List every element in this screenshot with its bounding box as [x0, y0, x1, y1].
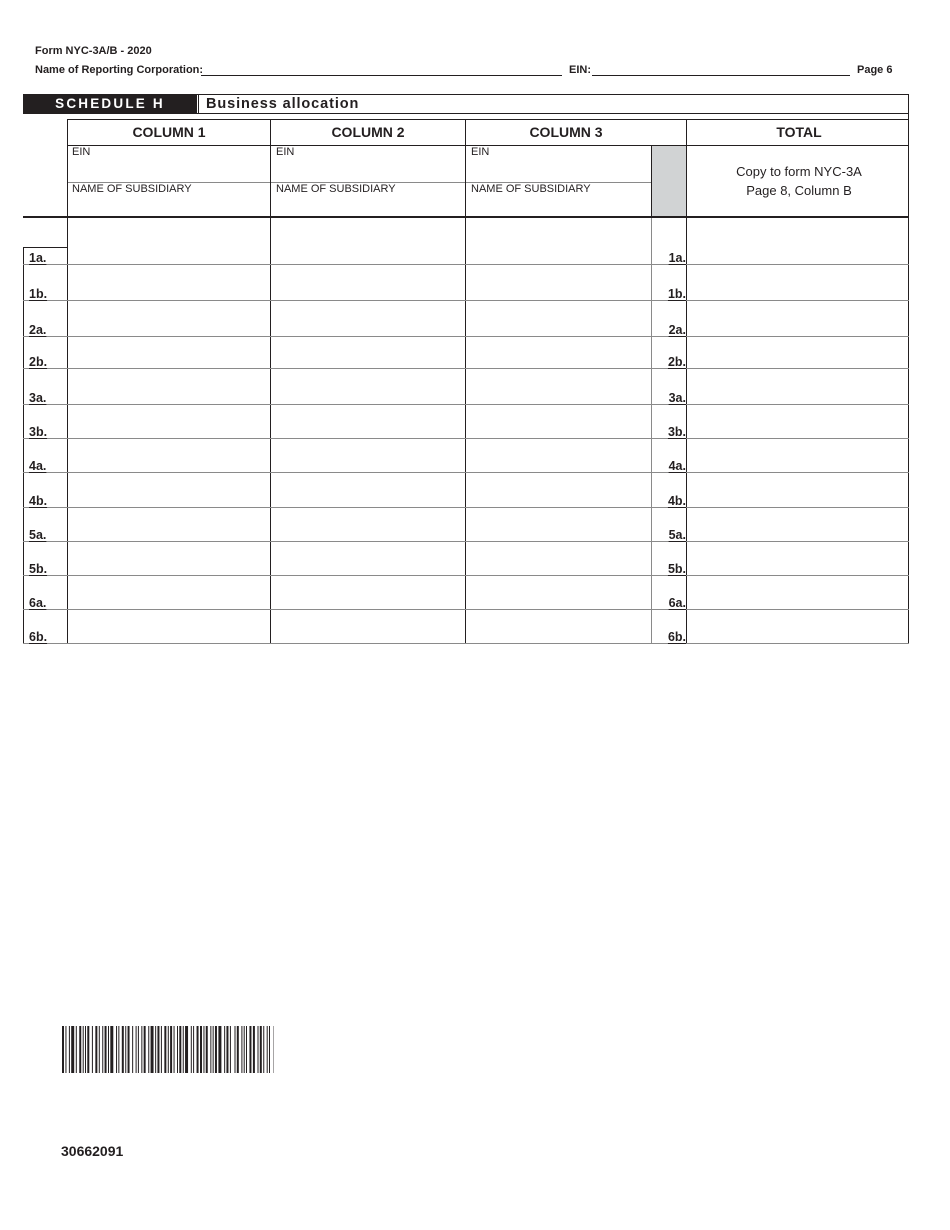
column-1-header: COLUMN 1 — [132, 124, 206, 140]
row-1a-right-number: 1a. — [668, 251, 686, 265]
row-2a-column-3-input[interactable] — [466, 301, 651, 336]
column-1-subsidiary-label: NAME OF SUBSIDIARY — [72, 183, 192, 195]
barcode-bar — [108, 1026, 109, 1073]
barcode-bar — [258, 1026, 259, 1073]
schedule-tab: SCHEDULE H — [23, 94, 197, 114]
row-4a-column-2-input[interactable] — [271, 439, 465, 472]
barcode-bar — [226, 1026, 228, 1073]
barcode-bar — [95, 1026, 97, 1073]
row-5b-right-number: 5b. — [667, 562, 686, 576]
row-5b-column-1-input[interactable] — [68, 542, 270, 575]
row-4a-column-1-input[interactable] — [68, 439, 270, 472]
barcode-bar — [155, 1026, 156, 1073]
row-4a-right-number: 4a. — [668, 459, 686, 473]
barcode-bar — [69, 1026, 70, 1073]
barcode-bar — [260, 1026, 262, 1073]
name-of-corporation-label: Name of Reporting Corporation: — [35, 64, 204, 76]
barcode-bar — [79, 1026, 81, 1073]
row-5b-column-3-input[interactable] — [466, 542, 651, 575]
barcode-bar — [157, 1026, 159, 1073]
barcode-bar — [249, 1026, 251, 1073]
schedule-divider — [198, 95, 202, 113]
barcode-bar — [241, 1026, 242, 1073]
row-6a-left-number: 6a. — [29, 596, 47, 610]
row-4b-left-number: 4b. — [29, 494, 48, 508]
barcode-bar — [87, 1026, 89, 1073]
row-gutter-left-border — [23, 247, 24, 644]
row-5b-column-2-input[interactable] — [271, 542, 465, 575]
row-2a-total-input[interactable] — [687, 301, 908, 336]
row-3b-total-input[interactable] — [687, 405, 908, 438]
column-2-subsidiary-label: NAME OF SUBSIDIARY — [276, 183, 396, 195]
barcode-bar — [244, 1026, 245, 1073]
row-4b-right-number: 4b. — [667, 494, 686, 508]
row-1a-left-number: 1a. — [29, 251, 47, 265]
barcode-bar — [230, 1026, 231, 1073]
row-3a-column-3-input[interactable] — [466, 369, 651, 404]
row-5a-column-3-input[interactable] — [466, 508, 651, 541]
barcode-bar — [213, 1026, 214, 1073]
column-3-subsidiary-label: NAME OF SUBSIDIARY — [471, 183, 591, 195]
row-3b-right-number: 3b. — [667, 425, 686, 439]
barcode-bar — [71, 1026, 74, 1073]
barcode-bar — [224, 1026, 225, 1073]
row-5a-total-input[interactable] — [687, 508, 908, 541]
barcode-bar — [122, 1026, 124, 1073]
row-3a-column-2-input[interactable] — [271, 369, 465, 404]
row-6a-total-input[interactable] — [687, 576, 908, 609]
barcode — [62, 1026, 274, 1073]
row-6b-column-2-input[interactable] — [271, 610, 465, 643]
barcode-bar — [183, 1026, 184, 1073]
barcode-bar — [185, 1026, 188, 1073]
barcode-bar — [215, 1026, 217, 1073]
barcode-bar — [151, 1026, 154, 1073]
barcode-bar — [253, 1026, 255, 1073]
barcode-bar — [170, 1026, 172, 1073]
row-gutter-top-border — [23, 247, 67, 248]
form-number: 30662091 — [61, 1143, 124, 1159]
name-of-corporation-field[interactable] — [201, 75, 562, 76]
barcode-bar — [191, 1026, 192, 1073]
barcode-bar — [125, 1026, 126, 1073]
row-4b-total-input[interactable] — [687, 473, 908, 507]
barcode-bar — [269, 1026, 270, 1073]
barcode-bar — [218, 1026, 221, 1073]
column-1-ein-label: EIN — [72, 146, 91, 158]
row-1b-column-3-input[interactable] — [466, 265, 651, 300]
barcode-bar — [164, 1026, 166, 1073]
row-2a-column-2-input[interactable] — [271, 301, 465, 336]
row-2b-column-1-input[interactable] — [68, 337, 270, 368]
barcode-bar — [65, 1026, 66, 1073]
barcode-bar — [99, 1026, 100, 1073]
barcode-bar — [118, 1026, 119, 1073]
barcode-bar — [177, 1026, 178, 1073]
total-copy-note — [688, 162, 910, 200]
column-2-header: COLUMN 2 — [331, 124, 405, 140]
row-5a-left-number: 5a. — [29, 528, 47, 542]
barcode-bar — [141, 1026, 142, 1073]
row-6b-left-number: 6b. — [29, 630, 48, 644]
barcode-bar — [210, 1026, 211, 1073]
row-1a-total-input[interactable] — [687, 219, 908, 264]
row-1b-total-input[interactable] — [687, 265, 908, 300]
row-1a-column-3-input[interactable] — [466, 219, 651, 264]
barcode-bar — [148, 1026, 149, 1073]
barcode-bar — [138, 1026, 139, 1073]
row-2b-total-input[interactable] — [687, 337, 908, 368]
row-6b-column-1-input[interactable] — [68, 610, 270, 643]
row-3a-column-1-input[interactable] — [68, 369, 270, 404]
form-id: Form NYC-3A/B - 2020 — [35, 45, 152, 57]
barcode-bar — [179, 1026, 181, 1073]
barcode-bar — [102, 1026, 103, 1073]
barcode-bar — [168, 1026, 169, 1073]
barcode-bar — [246, 1026, 247, 1073]
ein-label: EIN: — [569, 64, 591, 76]
row-5a-column-1-input[interactable] — [68, 508, 270, 541]
row-4b-column-3-input[interactable] — [466, 473, 651, 507]
total-copy-note-line2: Page 8, Column B — [746, 183, 852, 198]
barcode-bar — [136, 1026, 137, 1073]
row-6a-column-1-input[interactable] — [68, 576, 270, 609]
column-2-ein-label: EIN — [276, 146, 295, 158]
row-6b-line — [23, 643, 909, 644]
row-6b-column-3-input[interactable] — [466, 610, 651, 643]
row-3b-column-3-input[interactable] — [466, 405, 651, 438]
barcode-bar — [237, 1026, 239, 1073]
row-5b-left-number: 5b. — [29, 562, 48, 576]
line-number-column-divider — [651, 218, 652, 644]
row-2b-left-number: 2b. — [29, 355, 48, 369]
row-1b-column-2-input[interactable] — [271, 265, 465, 300]
barcode-bar — [193, 1026, 194, 1073]
table-right-border — [908, 94, 909, 644]
barcode-bar — [116, 1026, 117, 1073]
row-4a-column-3-input[interactable] — [466, 439, 651, 472]
shaded-cell-left-border — [651, 145, 652, 217]
schedule-title: Business allocation — [206, 96, 360, 112]
row-1b-left-number: 1b. — [29, 287, 48, 301]
barcode-bar — [161, 1026, 162, 1073]
subheader-bottom-border — [23, 216, 909, 218]
barcode-bar — [105, 1026, 107, 1073]
row-6b-total-input[interactable] — [687, 610, 908, 643]
row-4b-column-2-input[interactable] — [271, 473, 465, 507]
row-5a-right-number: 5a. — [668, 528, 686, 542]
barcode-bar — [110, 1026, 113, 1073]
row-1a-column-2-input[interactable] — [271, 219, 465, 264]
barcode-bar — [83, 1026, 84, 1073]
barcode-bar — [128, 1026, 130, 1073]
row-5b-total-input[interactable] — [687, 542, 908, 575]
row-3b-column-1-input[interactable] — [68, 405, 270, 438]
row-2b-right-number: 2b. — [667, 355, 686, 369]
row-2a-left-number: 2a. — [29, 323, 47, 337]
barcode-bar — [85, 1026, 86, 1073]
barcode-bar — [132, 1026, 133, 1073]
barcode-bar — [200, 1026, 202, 1073]
row-1a-column-1-input[interactable] — [68, 219, 270, 264]
total-copy-note-line1: Copy to form NYC-3A — [736, 164, 862, 179]
row-2a-column-1-input[interactable] — [68, 301, 270, 336]
row-6a-column-3-input[interactable] — [466, 576, 651, 609]
barcode-bar — [62, 1026, 64, 1073]
column-3-ein-label: EIN — [471, 146, 490, 158]
column-header-bottom-border — [67, 145, 909, 146]
ein-row-divider — [68, 182, 651, 183]
barcode-bar — [76, 1026, 77, 1073]
ein-field[interactable] — [592, 75, 850, 76]
barcode-bar — [174, 1026, 175, 1073]
barcode-bar — [206, 1026, 208, 1073]
row-4b-column-1-input[interactable] — [68, 473, 270, 507]
row-6a-right-number: 6a. — [668, 596, 686, 610]
table-top-border — [67, 119, 909, 120]
barcode-bar — [203, 1026, 204, 1073]
page-number: Page 6 — [857, 64, 893, 76]
row-2b-column-3-input[interactable] — [466, 337, 651, 368]
row-1b-column-1-input[interactable] — [68, 265, 270, 300]
row-6a-column-2-input[interactable] — [271, 576, 465, 609]
total-header: TOTAL — [776, 124, 822, 140]
column-3-header: COLUMN 3 — [529, 124, 603, 140]
row-4a-total-input[interactable] — [687, 439, 908, 472]
row-2b-column-2-input[interactable] — [271, 337, 465, 368]
row-2a-right-number: 2a. — [668, 323, 686, 337]
row-4a-left-number: 4a. — [29, 459, 47, 473]
row-3a-total-input[interactable] — [687, 369, 908, 404]
row-5a-column-2-input[interactable] — [271, 508, 465, 541]
row-3b-left-number: 3b. — [29, 425, 48, 439]
barcode-bar — [92, 1026, 93, 1073]
row-3a-right-number: 3a. — [668, 391, 686, 405]
barcode-bar — [235, 1026, 236, 1073]
row-6b-right-number: 6b. — [667, 630, 686, 644]
row-1b-right-number: 1b. — [667, 287, 686, 301]
barcode-bar — [267, 1026, 268, 1073]
shaded-cell — [652, 146, 686, 217]
row-3b-column-2-input[interactable] — [271, 405, 465, 438]
row-3a-left-number: 3a. — [29, 391, 47, 405]
barcode-bar — [144, 1026, 146, 1073]
barcode-bar — [197, 1026, 199, 1073]
barcode-bar — [263, 1026, 264, 1073]
